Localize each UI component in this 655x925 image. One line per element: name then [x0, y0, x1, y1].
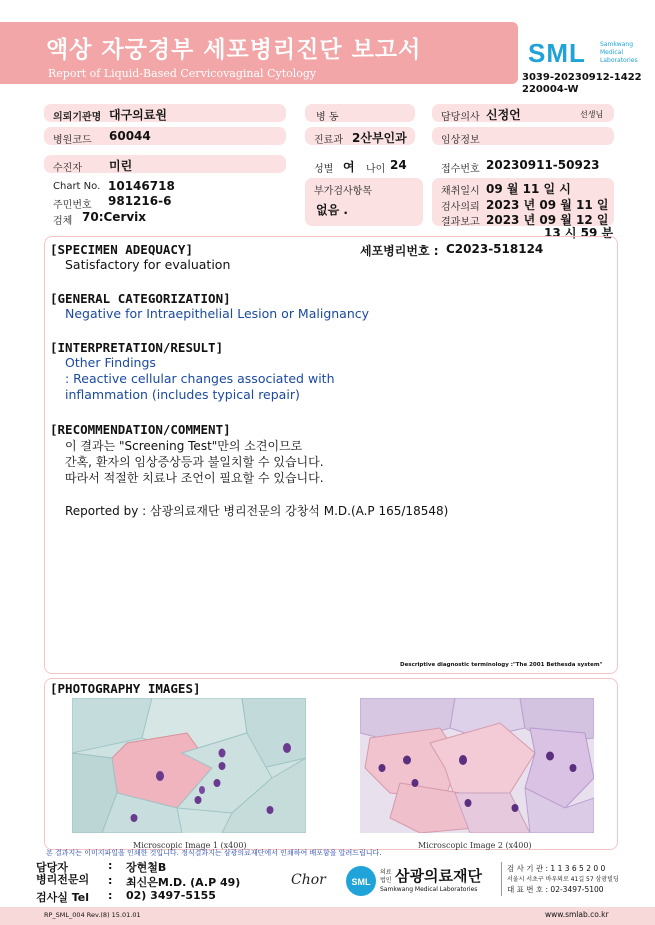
institution-label: 의뢰기관명 [53, 112, 102, 123]
org-prefix-2: 법인 [380, 877, 392, 884]
lab-tel-colon: : [108, 889, 113, 902]
footer-divider [501, 862, 502, 896]
barcode-line1: 3039-20230912-1422 [522, 72, 642, 83]
sex-label: 성별 [314, 164, 334, 175]
patient-label: 수진자 [53, 163, 82, 174]
microscopic-image-1 [72, 698, 306, 833]
form-code: RP_SML_004 Rev.(8) 15.01.01 [44, 911, 141, 919]
org-name: 삼광의료재단 [395, 867, 482, 885]
photo-title: [PHOTOGRAPHY IMAGES] [50, 681, 201, 696]
collect-value: 09 월 11 일 시 [486, 182, 571, 196]
extra-tests-value: 없음 . [316, 203, 348, 217]
microscopic-image-2 [360, 698, 594, 833]
terminology-note: Descriptive diagnostic terminology :"The 2001 Bethesda system" [400, 662, 603, 668]
pathologist-signature: Chor [291, 872, 326, 888]
general-title: [GENERAL CATEGORIZATION] [50, 291, 231, 306]
lab-tel-label: 검사실 Tel [36, 891, 89, 904]
resident-value: 981216-6 [108, 194, 172, 208]
request-value: 2023 년 09 월 11 일 [486, 198, 609, 212]
reported-by: Reported by : 삼광의료재단 병리전문의 강창석 M.D.(A.P 165/18548) [65, 504, 449, 518]
specimen-value: 70:Cervix [82, 210, 147, 224]
pathologist-value: 최신은M.D. (A.P 49) [126, 876, 241, 889]
interp-line3: inflammation (includes typical repair) [65, 387, 300, 402]
sml-circle-icon [345, 865, 377, 897]
pathologist-label: 병리전문의 [36, 873, 90, 886]
report-time-value: 13 시 59 분 [544, 226, 614, 240]
org-info-2: 서울시 서초구 바우뫼로 41길 57 삼광빌딩 [507, 876, 619, 883]
svg-text:SML: SML [351, 877, 371, 887]
receipt-value: 20230911-50923 [486, 158, 600, 172]
institution-value: 대구의료원 [109, 108, 167, 122]
doctor-value: 신정언 [486, 108, 521, 122]
adequacy-title: [SPECIMEN ADEQUACY] [50, 242, 193, 257]
clinical-label: 임상정보 [441, 135, 480, 146]
sex-value: 여 [343, 160, 355, 174]
report-title: 액상 자궁경부 세포병리진단 보고서 [46, 37, 422, 63]
barcode-line2: 220004-W [522, 84, 579, 95]
org-info-1: 검 사 기 관 : 1 1 3 6 5 2 0 0 [507, 864, 606, 873]
hospcode-value: 60044 [109, 129, 151, 143]
report-date-label: 결과보고 [441, 217, 480, 228]
sml-logo-sub2: Medical [600, 49, 623, 56]
sml-logo-sub1: Samkwang [600, 41, 633, 48]
hospcode-label: 병원코드 [53, 135, 92, 146]
lab-tel-value: 02) 3497-5155 [126, 889, 216, 902]
request-label: 검사의뢰 [441, 202, 480, 213]
extra-tests-label: 부가검사항목 [314, 186, 372, 197]
report-subtitle: Report of Liquid-Based Cervicovaginal Cytology [48, 67, 317, 80]
foundation-logo [345, 864, 495, 898]
collect-label: 채취일시 [441, 186, 480, 197]
sml-logo-sub3: Laboratories [600, 57, 638, 64]
org-info-3: 대 표 번 호 : 02-3497-5100 [507, 885, 604, 894]
doctor-suffix: 선생님 [580, 110, 604, 119]
cells-image-2 [360, 698, 594, 833]
rec-line1: 이 결과는 "Screening Test"만의 소견이므로 [65, 439, 303, 453]
print-notice: 본 결과지는 이미지파일을 인쇄한 것입니다. 정식결과지는 삼광의료재단에서 인쇄하여 배포함을 알려드립니다. [46, 849, 382, 857]
resident-label: 주민번호 [53, 200, 92, 211]
general-text: Negative for Intraepithelial Lesion or Malignancy [65, 306, 370, 321]
age-label: 나이 [366, 164, 386, 175]
interp-line2: : Reactive cellular changes associated with [65, 371, 335, 386]
rec-title: [RECOMMENDATION/COMMENT] [50, 422, 231, 437]
ward-label: 병 동 [316, 112, 339, 123]
age-value: 24 [390, 158, 407, 172]
sml-logo-text: SML [528, 38, 586, 68]
website-link[interactable]: www.smlab.co.kr [545, 910, 609, 919]
image-caption-1: Microscopic Image 1 (x400) [133, 841, 247, 850]
adequacy-text: Satisfactory for evaluation [65, 257, 231, 272]
cyto-no-value: C2023-518124 [446, 242, 544, 256]
cyto-no-label: 세포병리번호 : [360, 244, 439, 258]
org-prefix-1: 의료 [380, 869, 392, 876]
org-name-en: Samkwang Medical Laboratories [380, 886, 478, 893]
sml-logo [528, 38, 648, 70]
chart-label: Chart No. [53, 181, 101, 192]
chart-value: 10146718 [108, 179, 175, 193]
staff-colon: : [108, 859, 113, 872]
report-date-value: 2023 년 09 월 12 일 [486, 213, 609, 227]
interp-title: [INTERPRETATION/RESULT] [50, 340, 224, 355]
interp-line1: Other Findings [65, 355, 156, 370]
rec-line3: 따라서 적절한 치료나 조언이 필요할 수 있습니다. [65, 471, 324, 485]
receipt-label: 접수번호 [441, 164, 480, 175]
staff-label: 담당자 [36, 861, 68, 874]
pathologist-colon: : [108, 874, 113, 887]
cells-image-1 [72, 698, 306, 833]
rec-line2: 간혹, 환자의 임상증상등과 불일치할 수 있습니다. [65, 455, 324, 469]
specimen-label: 검체 [53, 216, 73, 227]
doctor-label: 담당의사 [441, 112, 480, 123]
staff-value: 장현철B [126, 861, 167, 874]
image-caption-2: Microscopic Image 2 (x400) [418, 841, 532, 850]
patient-value: 미린 [109, 159, 133, 173]
dept-label: 진료과 [314, 135, 343, 146]
dept-value: 2산부인과 [352, 131, 407, 145]
